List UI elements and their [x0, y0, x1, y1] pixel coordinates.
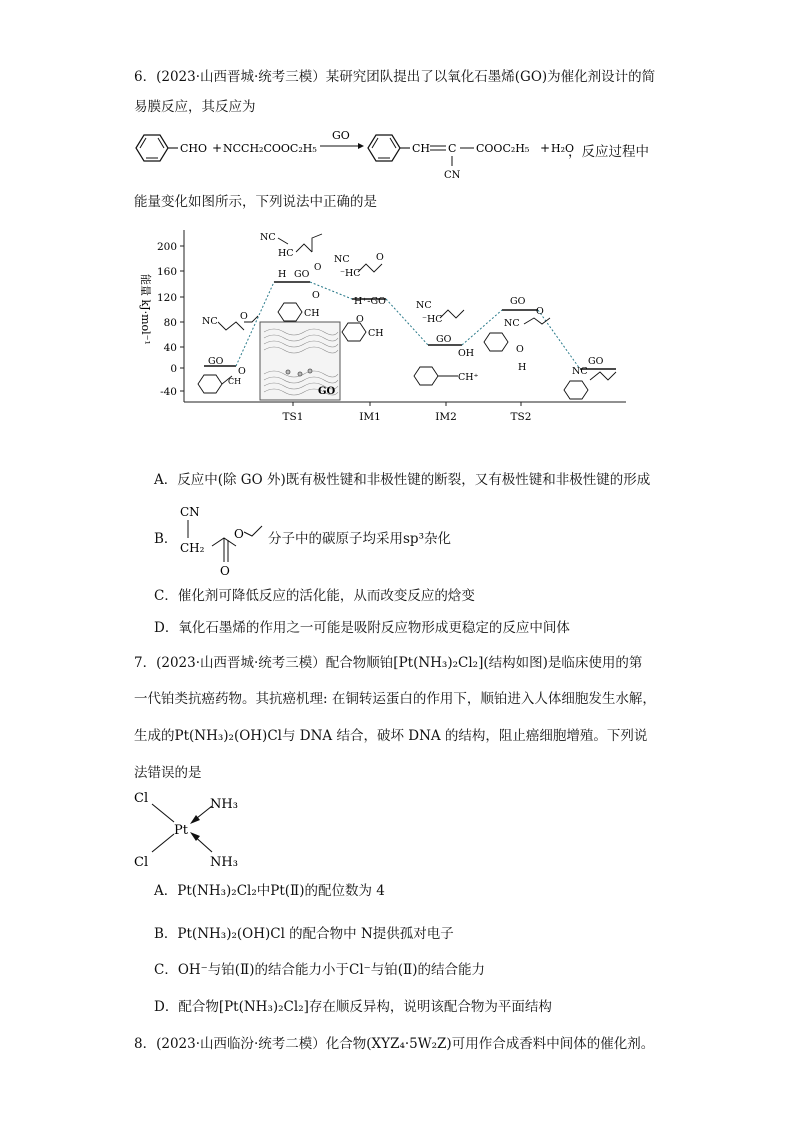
graphene-inset	[260, 322, 340, 400]
q6-stem-line2: 易膜反应，其反应为	[134, 99, 256, 115]
struct-nh3b: NH₃	[210, 855, 238, 870]
eq-ch: CH	[412, 142, 431, 155]
im2-go: GO	[436, 334, 452, 345]
ytick-label: 200	[156, 241, 177, 253]
b-o-ester: O	[234, 527, 244, 541]
im2-chplus: CH⁺	[458, 372, 479, 383]
im1-hc: ⁻HC	[340, 268, 361, 279]
ts1-o2: O	[312, 290, 320, 301]
benzene-ring-icon	[368, 135, 400, 161]
end-nc: NC	[572, 366, 588, 377]
b-o-carbonyl: O	[220, 564, 230, 578]
q7-line3	[134, 727, 647, 745]
xtick-label: TS2	[510, 411, 532, 423]
im2-hc: ⁻HC	[422, 314, 443, 325]
ts2-o2: O	[516, 344, 524, 355]
eq-cn: CN	[444, 170, 461, 181]
start-nc: NC	[202, 316, 218, 327]
q7-option-d: D．配合物[Pt(NH₃)₂Cl₂]存在顺反异构，说明该配合物为平面结构	[154, 999, 552, 1015]
q6-stem-line1: 6．(2023·山西晋城·统考三模）某研究团队提出了以氧化石墨烯(GO)为催化剂设计的简	[134, 69, 656, 85]
cisplatin-structure	[130, 786, 260, 872]
ts1-hc: HC	[278, 248, 294, 259]
y-axis-label: 能量 kJ·mol⁻¹	[139, 274, 152, 345]
q7-line3-b: 与 DNA 结合，破坏 DNA 的结构，阻止癌细胞增殖。下列说	[281, 728, 648, 744]
ts1-go: GO	[294, 269, 310, 280]
q7-line3-a: 生成的	[134, 728, 175, 744]
start-go: GO	[208, 356, 224, 367]
im1-o: O	[376, 252, 384, 263]
ytick-label: 0	[170, 363, 177, 375]
q8-stem: 8．(2023·山西临汾·统考二模）化合物(XYZ₄·5W₂Z)可用作合成香料中间体的催化剂。	[134, 1036, 655, 1052]
q6-option-b-text: 分子中的碳原子均采用sp³杂化	[268, 531, 451, 547]
q7-line1-a: 7．(2023·山西晋城·统考三模）配合物顺铂	[134, 655, 394, 671]
struct-cl1: Cl	[134, 791, 149, 806]
energy-profile-diagram	[128, 224, 638, 430]
ytick-label: 40	[163, 342, 177, 354]
ts1-o: O	[314, 263, 322, 273]
inset-go-label: GO	[318, 386, 336, 397]
ts2-h: H	[518, 362, 527, 373]
eq-plus2: +	[540, 141, 551, 155]
q6-option-c: C．催化剂可降低反应的活化能，从而改变反应的焓变	[154, 588, 475, 604]
q7-line1-b: (结构如图)是临床使用的第	[483, 655, 643, 671]
q7-line1-formula: [Pt(NH₃)₂Cl₂]	[393, 655, 484, 671]
q7-option-a: A．Pt(NH₃)₂Cl₂中Pt(Ⅱ)的配位数为 4	[154, 883, 385, 899]
q6-option-b-prefix: B．	[154, 531, 178, 547]
q7-line2: 一代铂类抗癌药物。其抗癌机理: 在铜转运蛋白的作用下，顺铂进入人体细胞发生水解，	[134, 691, 656, 707]
struct-nh3a: NH₃	[210, 797, 238, 812]
benzene-ring-icon	[136, 135, 168, 161]
ts2-o: O	[536, 306, 544, 317]
eq-catalyst: GO	[332, 129, 350, 142]
q7-option-b: B．Pt(NH₃)₂(OH)Cl 的配合物中 N提供孤对电子	[154, 926, 454, 942]
ts1-nc: NC	[260, 232, 276, 243]
eq-plus1: +	[212, 141, 223, 155]
ts2-go: GO	[510, 296, 526, 307]
ts1-ch: CH	[304, 308, 320, 319]
xtick-label: IM1	[359, 411, 381, 423]
ytick-label: 80	[163, 317, 177, 329]
im1-o2: O	[356, 314, 364, 325]
ytick-label: 120	[156, 292, 177, 304]
q6-option-d: D．氧化石墨烯的作用之一可能是吸附反应物形成更稳定的反应中间体	[154, 620, 570, 636]
q7-line1	[134, 654, 642, 672]
end-go: GO	[588, 356, 604, 367]
eq-cho: CHO	[180, 142, 208, 155]
eq-water: H₂O	[551, 142, 575, 155]
ts1-h: H	[278, 269, 287, 280]
b-ch2: CH₂	[180, 541, 205, 555]
q6-option-a: A．反应中(除 GO 外)既有极性键和非极性键的断裂，又有极性键和非极性键的形成	[154, 472, 651, 488]
ts2-nc: NC	[504, 318, 520, 329]
im1-hgo: H⁺-GO	[354, 296, 386, 307]
b-cn: CN	[180, 505, 200, 519]
struct-cl2: Cl	[134, 855, 149, 870]
q7-line4: 法错误的是	[134, 765, 202, 781]
eq-tail: ，反应过程中	[568, 144, 649, 160]
xtick-label: IM2	[435, 411, 457, 423]
ytick-label: -40	[160, 386, 177, 398]
xtick-label: TS1	[282, 411, 304, 423]
eq-reagent: NCCH₂COOC₂H₅	[223, 142, 317, 155]
eq-ester: COOC₂H₅	[476, 142, 530, 155]
q7-option-c: C．OH⁻与铂(Ⅱ)的结合能力小于Cl⁻与铂(Ⅱ)的结合能力	[154, 962, 485, 978]
ethyl-cyanoacetate-structure	[176, 500, 272, 580]
q6-stem-line3: 能量变化如图所示，下列说法中正确的是	[134, 194, 377, 210]
start-ch: CH	[228, 377, 242, 386]
eq-c: C	[448, 142, 457, 155]
im1-nc: NC	[334, 254, 350, 265]
start-o: O	[240, 311, 248, 322]
im2-nc: NC	[416, 300, 432, 311]
struct-pt: Pt	[174, 823, 188, 838]
im1-ch: CH	[368, 328, 384, 339]
ytick-label: 160	[156, 266, 177, 278]
q7-line3-formula: Pt(NH₃)₂(OH)Cl	[174, 728, 282, 744]
start-o2: O	[238, 366, 246, 377]
im2-oh: OH	[458, 348, 475, 359]
